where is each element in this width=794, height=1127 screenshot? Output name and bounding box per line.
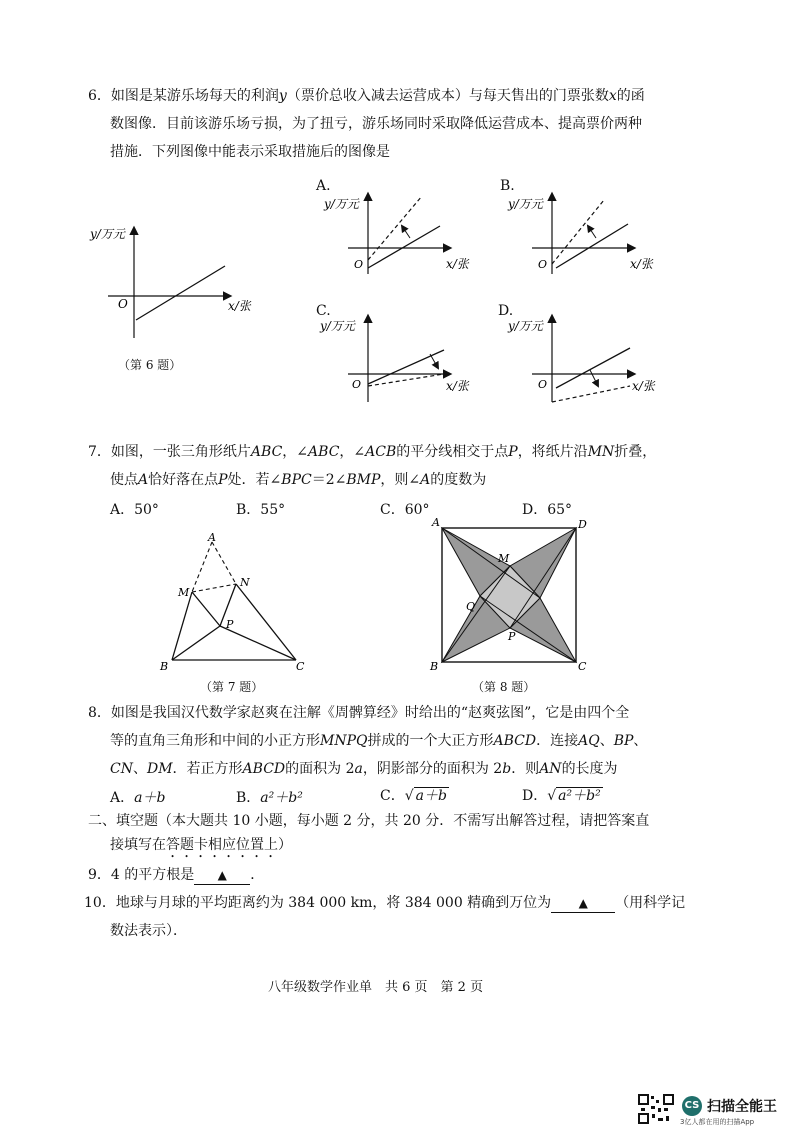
svg-text:O: O [352, 378, 362, 391]
scanner-brand-name: 扫描全能王 [707, 1099, 777, 1115]
q8-label-a: A [432, 516, 440, 529]
q6-option-a-label[interactable]: A. [316, 178, 331, 194]
q7-option-a[interactable]: A．50° [110, 502, 159, 518]
q6-line1: 6．如图是某游乐场每天的利润y（票价总收入减去运营成本）与每天售出的门票张数x的函 [88, 88, 645, 104]
section2-line1: 二、填空题（本大题共 10 小题，每小题 2 分，共 20 分．不需写出解答过程，请把答案直 [88, 813, 650, 829]
svg-text:O: O [538, 258, 548, 271]
q6-option-c-graph[interactable] [310, 310, 480, 405]
section2-line2: 接填写在答题卡相应位置上） [110, 837, 292, 853]
page-footer: 八年级数学作业单 共 6 页 第 2 页 [268, 980, 484, 995]
q8-option-a[interactable]: A．a＋b [110, 790, 166, 806]
q7-label-a: A [208, 531, 216, 544]
q7-caption: （第 7 题） [200, 680, 264, 694]
q6-option-c-label[interactable]: C. [316, 303, 331, 319]
q7-line1: 7．如图，一张三角形纸片ABC，∠ABC，∠ACB的平分线相交于点P，将纸片沿MN折叠， [88, 444, 657, 460]
q6-line2: 数图像．目前该游乐场亏损，为了扭亏，游乐场同时采取降低运营成本、提高票价两种 [110, 116, 642, 132]
q8-label-m: M [498, 552, 510, 565]
cs-logo-icon: CS [682, 1096, 702, 1116]
q8-label-b: B [430, 660, 439, 673]
q7-option-b[interactable]: B．55° [236, 502, 286, 518]
q8-label-p: P [508, 630, 516, 643]
svg-text:x/张: x/张 [446, 379, 469, 393]
q6-option-d-graph[interactable] [494, 310, 664, 405]
q6-main-graph [80, 218, 260, 348]
q8-line3: CN、DM．若正方形ABCD的面积为 2a，阴影部分的面积为 2b．则AN的长度为 [110, 761, 618, 777]
q6-main-origin: O [118, 297, 128, 311]
q8-line2: 等的直角三角形和中间的小正方形MNPQ拼成的一个大正方形ABCD．连接AQ、BP、 [110, 733, 648, 749]
svg-text:y/万元: y/万元 [508, 319, 543, 333]
q8-label-d: D [578, 518, 587, 531]
q7-label-m: M [178, 586, 190, 599]
svg-text:y/万元: y/万元 [324, 197, 359, 211]
svg-text:x/张: x/张 [630, 257, 653, 271]
q7-option-d[interactable]: D．65° [522, 502, 573, 518]
sqrt-icon: √ [404, 788, 414, 804]
q9-answer-blank[interactable]: ▲ [194, 866, 250, 885]
svg-text:O: O [354, 258, 364, 271]
q7-figure [150, 530, 320, 675]
q8-option-b[interactable]: B．a²＋b² [236, 790, 303, 806]
q6-option-b-label[interactable]: B. [500, 178, 515, 194]
q7-label-p: P [226, 618, 234, 631]
svg-text:y/万元: y/万元 [320, 319, 355, 333]
q7-option-c[interactable]: C．60° [380, 502, 430, 518]
svg-text:O: O [538, 378, 548, 391]
q7-line2: 使点A恰好落在点P处．若∠BPC＝2∠BMP，则∠A的度数为 [110, 472, 487, 488]
q8-label-c: C [578, 660, 587, 673]
q9-line: 9．4 的平方根是 ▲ ． [88, 867, 265, 883]
q8-figure [426, 516, 596, 674]
q6-caption: （第 6 题） [118, 358, 182, 372]
q6-option-a-graph[interactable] [310, 188, 480, 278]
q6-option-d-label[interactable]: D. [498, 303, 514, 319]
q8-option-d[interactable]: D．√ a²＋b² [522, 788, 601, 804]
q6-option-b-graph[interactable] [494, 188, 664, 278]
q8-caption: （第 8 题） [472, 680, 536, 694]
q8-line1: 8．如图是我国汉代数学家赵爽在注解《周髀算经》时给出的“赵爽弦图”，它是由四个全 [88, 705, 630, 721]
q7-label-b: B [160, 660, 169, 673]
q10-answer-blank[interactable]: ▲ [551, 894, 615, 913]
q8-option-c[interactable]: C．√ a＋b [380, 788, 447, 804]
svg-text:y/万元: y/万元 [508, 197, 543, 211]
q6-main-ylabel: y/万元 [90, 227, 125, 241]
q7-label-n: N [240, 576, 250, 589]
q6-main-xlabel: x/张 [228, 299, 251, 313]
q7-label-c: C [296, 660, 305, 673]
q6-main-line [136, 266, 225, 320]
svg-text:x/张: x/张 [632, 379, 655, 393]
q10-line2: 数法表示）． [110, 923, 187, 939]
sqrt-icon: √ [547, 788, 557, 804]
q8-label-q: Q [466, 600, 476, 613]
q6-line3: 措施．下列图像中能表示采取措施后的图像是 [110, 144, 390, 160]
qr-code-icon [638, 1094, 674, 1124]
scanner-tagline: 3亿人都在用的扫描App [680, 1118, 755, 1126]
q10-line1: 10．地球与月球的平均距离约为 384 000 km，将 384 000 精确到万位为 ▲ （用科学记 [84, 895, 686, 911]
svg-text:x/张: x/张 [446, 257, 469, 271]
